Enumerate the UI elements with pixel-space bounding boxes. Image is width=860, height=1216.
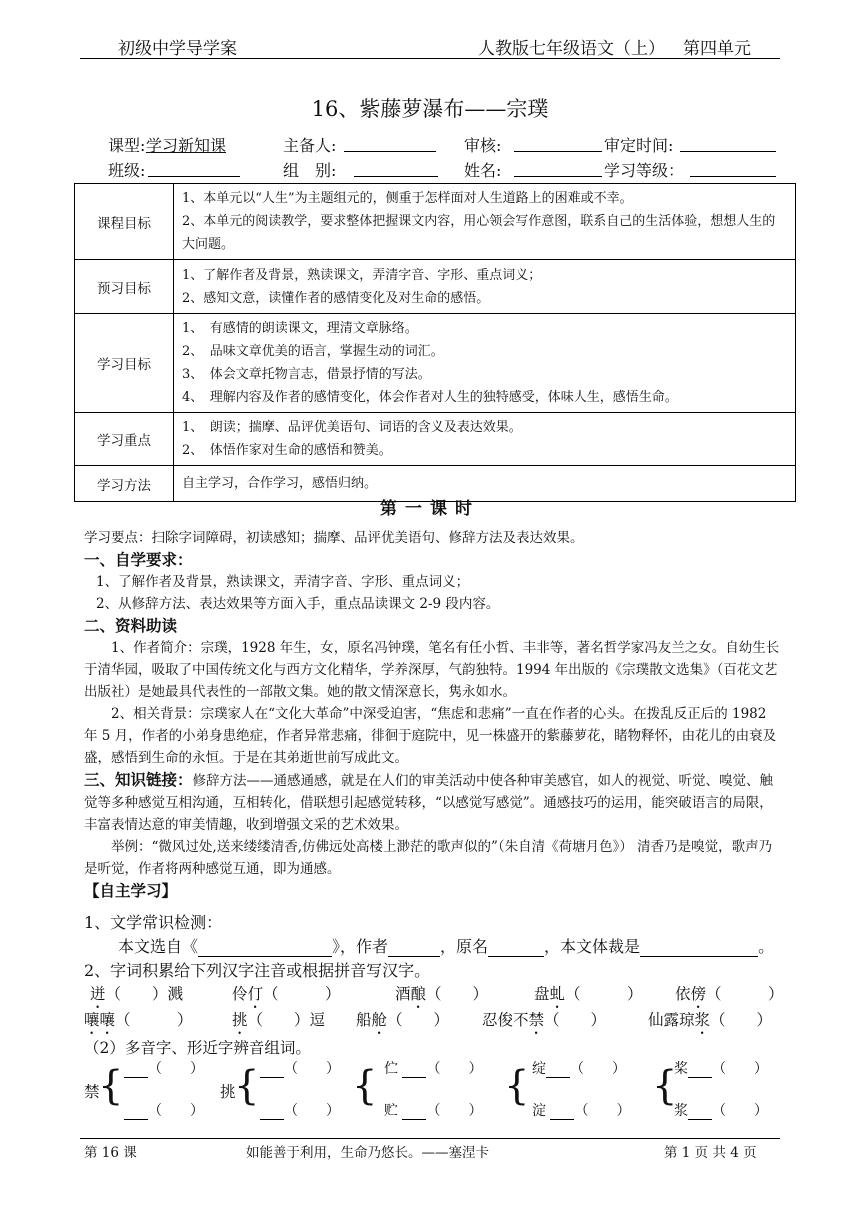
q1-text-b: 》，作者 [332, 937, 389, 956]
goal-label: 学习方法 [75, 466, 174, 502]
section-1-item: 2、从修辞方法、表达效果等方面入手，重点品读课文 2-9 段内容。 [96, 596, 500, 612]
goal-label: 学习重点 [75, 413, 174, 466]
goal-line: 1、本单元以“人生”为主题组元的，侧重于怎样面对人生道路上的困难或不幸。 [182, 191, 633, 206]
dotted-char: 仃 [247, 985, 264, 1003]
header-course [478, 34, 751, 59]
dotted-char: 浆 [694, 1011, 711, 1029]
genre-blank[interactable] [640, 938, 758, 957]
poly-blank[interactable] [688, 1105, 712, 1120]
pinyin-blank[interactable]: （ ） [426, 985, 489, 1003]
q1-text-c: ，原名 [440, 937, 489, 956]
pinyin-blank[interactable]: （ ） [710, 1011, 773, 1029]
word-tail: 逗 [309, 1011, 326, 1029]
preparer-label: 主备人: [283, 136, 337, 155]
word-row-1 [90, 982, 790, 1006]
class-label: 班级: [108, 161, 146, 180]
poly-item [674, 1058, 768, 1078]
goal-content [174, 260, 796, 314]
pinyin-blank[interactable]: （ ） [565, 985, 643, 1003]
dotted-char: 傍 [690, 985, 707, 1003]
original-name-blank[interactable] [488, 938, 544, 957]
footer-rule [80, 1138, 780, 1139]
poly-blank[interactable] [550, 1105, 574, 1120]
poly-char-jin: 禁 [84, 1083, 100, 1101]
word-item [482, 1008, 606, 1038]
source-blank[interactable] [198, 938, 332, 957]
review-label: 审核: [464, 136, 502, 155]
poly-paren[interactable]: （ ） [426, 1061, 483, 1077]
pinyin-blank[interactable]: （ ） [706, 985, 784, 1003]
goal-label: 课程目标 [75, 184, 174, 260]
word-row-2 [84, 1008, 790, 1032]
goal-label: 预习目标 [75, 260, 174, 314]
word-tail: 溅 [167, 985, 184, 1003]
word-pre: 忍俊不 [482, 1011, 529, 1029]
review-time-label: 审定时间: [604, 136, 674, 155]
goal-content [174, 184, 796, 260]
word-pre: 仙露琼 [648, 1011, 695, 1029]
lesson-type-value: 学习新知课 [146, 136, 227, 155]
polyphone-section [84, 1056, 790, 1122]
main-body [84, 527, 784, 902]
pinyin-blank[interactable]: （ ） [247, 1011, 310, 1029]
poly-char-jiang2: 浆 [674, 1103, 688, 1119]
goal-content [174, 314, 796, 413]
header-textbook: 人教版七年级语文（上） [478, 39, 665, 59]
poly-item [532, 1100, 630, 1120]
q1-text-a: 本文选自《 [118, 937, 199, 956]
question-1-line [118, 934, 774, 957]
q1-text-d: ，本文体裁是 [544, 937, 641, 956]
header-school: 初级中学导学案 [118, 39, 237, 59]
poly-paren[interactable]: （ ） [570, 1061, 626, 1077]
group-blank[interactable] [354, 158, 438, 177]
word-item [356, 1008, 449, 1038]
goal-line: 2、 体悟作家对生命的感悟和赞美。 [182, 443, 392, 458]
section-3-example: 举例：“微风过处,送来缕缕清香,仿佛远处高楼上渺茫的歌声似的”（朱自清《荷塘月色》） 清香乃是嗅觉，歌声乃是听觉，作者将两种感觉互通，即为通感。 [84, 839, 773, 877]
goal-line: 1、了解作者及背景，熟读课文，弄清字音、字形、重点词义； [182, 267, 542, 283]
word-pre: 依 [675, 985, 691, 1003]
poly-item [384, 1058, 482, 1078]
review-time-blank[interactable] [680, 133, 776, 152]
word-item [232, 1008, 325, 1038]
poly-paren[interactable]: （ ） [426, 1103, 483, 1119]
dotted-char: 嚷嚷 [84, 1011, 116, 1029]
table-row [75, 184, 796, 260]
header-rule [80, 58, 780, 59]
goal-line: 2、 品味文章优美的语言，掌握生动的词汇。 [182, 344, 444, 359]
poly-char-dian: 淀 [532, 1103, 546, 1119]
poly-char-zhu1: 伫 [384, 1061, 398, 1077]
word-pre: 伶 [232, 985, 248, 1003]
goals-table [74, 183, 796, 502]
goal-line: 自主学习，合作学习，感悟归纳。 [182, 476, 378, 491]
section-1-item: 1、了解作者及背景，熟读课文，弄清字音、字形、重点词义； [96, 574, 470, 590]
dotted-char: 舱 [371, 1011, 388, 1029]
footer-lesson: 第 16 课 [84, 1145, 137, 1161]
poly-char-ding: 绽 [532, 1061, 546, 1077]
author-intro: 1、作者简介：宗璞，1928 年生，女，原名冯钟璞，笔名有任小哲、丰非等，著名哲学家冯友兰之女。自幼生长于清华园，吸取了中国传统文化与西方文化精华，学养深厚，气韵独特。1994 年出版的《宗璞散文选集》（百花文艺出版社）是她最具代表性的一部散文集。她的散文情深意长，隽永如水。 [84, 640, 780, 700]
poly-blank[interactable]: （ ） [124, 1100, 204, 1120]
poly-blank[interactable]: （ ） [260, 1100, 340, 1120]
left-brace-icon: { [652, 1063, 678, 1109]
table-row [75, 260, 796, 314]
class-blank[interactable] [148, 158, 240, 177]
background-intro: 2、相关背景：宗璞家人在“文化大革命”中深受迫害，“焦虑和悲痛”一直在作者的心头。在拨乱反正后的 1982 年 5 月，作者的小弟身患绝症，作者异常悲痛，徘徊于庭院中，见一株盛开的紫藤萝花，睹物释怀，由花儿的由衰及盛，感悟到生命的永恒。于是在其弟逝世前写成此文。 [84, 706, 777, 766]
goal-line: 1、 有感情的朗读课文，理清文章脉络。 [182, 321, 418, 336]
poly-blank[interactable] [402, 1063, 426, 1078]
meta-row-1 [108, 133, 788, 157]
page-title: 16、紫藤萝瀑布——宗璞 [311, 97, 549, 121]
footer-quote: 如能善于利用，生命乃悠长。——塞涅卡 [246, 1145, 489, 1161]
question-1: 1、文学常识检测： [84, 913, 223, 932]
pinyin-blank[interactable]: （ ） [105, 985, 168, 1003]
goal-line: 3、 体会文章托物言志，借景抒情的写法。 [182, 367, 431, 382]
word-item [648, 1008, 772, 1038]
section-1-heading: 一、自学要求： [84, 550, 193, 569]
question-2-2: （2）多音字、形近字辨音组词。 [84, 1039, 311, 1057]
dotted-char: 禁 [528, 1011, 545, 1029]
section-3-text: 修辞方法——通感通感，就是在人们的审美活动中使各种审美感官，如人的视觉、听觉、嗅觉、触觉等多种感觉互相沟通，互相转化，借联想引起感觉转移，“以感觉写感觉”。通感技巧的运用，能突破语言的局限，丰富表情达意的审美情趣，收到增强文采的艺术效果。 [84, 773, 774, 833]
level-blank[interactable] [690, 158, 776, 177]
poly-char-tiao: 挑 [220, 1083, 236, 1101]
dotted-char: 挑 [232, 1011, 248, 1029]
goal-line: 2、本单元的阅读教学，要求整体把握课文内容，用心领会写作意图，联系自己的生活体验，想想人生的大问题。 [182, 214, 776, 252]
section-3 [84, 769, 784, 836]
poly-item [674, 1100, 768, 1120]
key-points: 学习要点：扫除字词障碍，初读感知；揣摩、品评优美语句、修辞方法及表达效果。 [84, 530, 584, 546]
lesson-type-label: 课型: [108, 136, 146, 155]
table-row [75, 413, 796, 466]
group-label: 组 别: [283, 161, 337, 180]
question-2: 2、字词积累给下列汉字注音或根据拼音写汉字。 [84, 961, 431, 980]
author-blank[interactable] [388, 938, 440, 957]
poly-paren[interactable]: （ ） [712, 1103, 768, 1119]
level-label: 学习等级： [604, 161, 685, 180]
table-row [75, 314, 796, 413]
goal-content [174, 413, 796, 466]
word-pre: 船 [356, 1011, 372, 1029]
poly-blank[interactable]: （ ） [124, 1058, 204, 1078]
poly-blank[interactable] [402, 1105, 426, 1120]
meta-row-2 [108, 158, 788, 182]
section-2-heading: 二、资料助读 [84, 616, 178, 635]
self-study-heading: 【自主学习】 [84, 881, 178, 900]
lesson-heading: 第一课时 [380, 499, 480, 519]
word-pre: 盘 [534, 985, 550, 1003]
dotted-char: 虬 [549, 985, 566, 1003]
preparer-blank[interactable] [344, 133, 436, 152]
word-item [84, 1008, 193, 1038]
section-3-heading: 三、知识链接： [84, 770, 193, 789]
pinyin-blank[interactable]: （ ） [263, 985, 341, 1003]
dotted-char: 迸 [90, 985, 106, 1003]
left-brace-icon: { [504, 1063, 530, 1109]
pinyin-blank[interactable]: （ ） [115, 1011, 193, 1029]
pinyin-blank[interactable]: （ ） [544, 1011, 607, 1029]
name-label: 姓名: [464, 161, 502, 180]
poly-char-jiang1: 桨 [674, 1061, 688, 1077]
poly-char-zhu2: 贮 [384, 1103, 398, 1119]
goal-line: 1、 朗读；揣摩、品评优美语句、词语的含义及表达效果。 [182, 420, 522, 435]
header-unit: 第四单元 [683, 39, 751, 59]
poly-item [532, 1058, 626, 1078]
poly-blank[interactable]: （ ） [260, 1058, 340, 1078]
goal-line: 4、 理解内容及作者的感情变化，体会作者对人生的独特感受，体味人生，感悟生命。 [182, 390, 678, 405]
poly-paren[interactable]: （ ） [574, 1103, 631, 1119]
poly-item [384, 1100, 482, 1120]
word-pre: 酒 [395, 985, 411, 1003]
goal-label: 学习目标 [75, 314, 174, 413]
poly-blank[interactable] [546, 1063, 570, 1078]
review-blank[interactable] [514, 133, 602, 152]
left-brace-icon: { [98, 1063, 124, 1109]
left-brace-icon: { [352, 1063, 378, 1109]
pinyin-blank[interactable]: （ ） [387, 1011, 450, 1029]
poly-paren[interactable]: （ ） [712, 1061, 768, 1077]
goal-line: 2、感知文意，读懂作者的感情变化及对生命的感悟。 [182, 290, 490, 306]
poly-blank[interactable] [688, 1063, 712, 1078]
footer-page: 第 1 页 共 4 页 [664, 1145, 757, 1161]
q1-text-e: 。 [758, 937, 775, 956]
dotted-char: 酿 [410, 985, 427, 1003]
name-blank[interactable] [514, 158, 602, 177]
left-brace-icon: { [234, 1063, 260, 1109]
